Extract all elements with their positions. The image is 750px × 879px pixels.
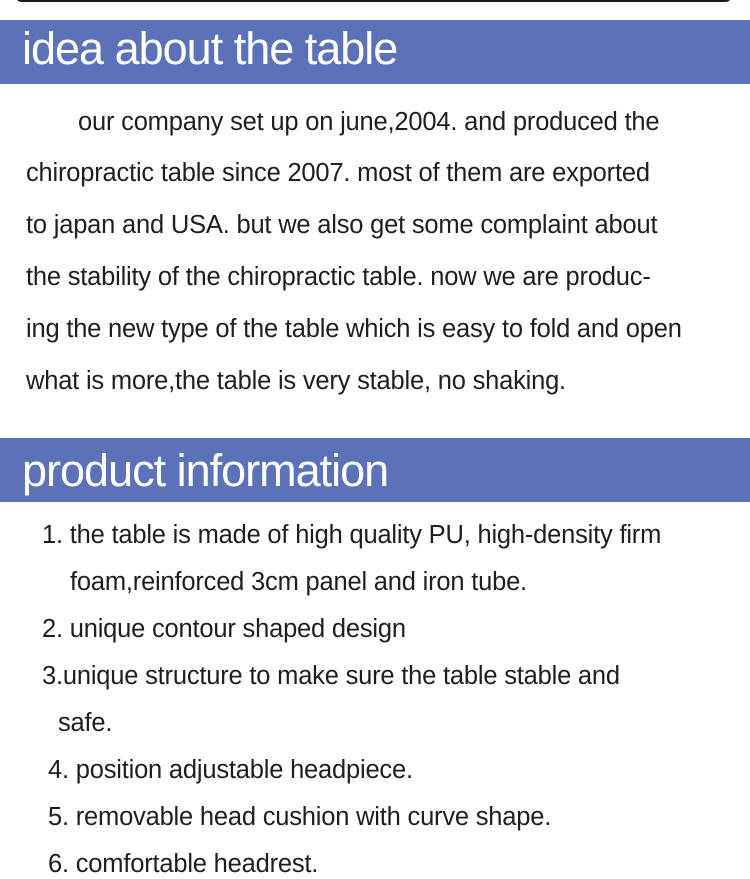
- idea-line-5: ing the new type of the table which is easy to fold and open: [26, 315, 682, 343]
- idea-section-header: [0, 20, 750, 84]
- feature-item-5: 5. removable head cushion with curve shape.: [48, 803, 552, 831]
- feature-item-6: 6. comfortable headrest.: [48, 850, 319, 878]
- idea-line-6: what is more,the table is very stable, no shaking.: [26, 367, 566, 395]
- idea-line-1: our company set up on june,2004. and produced the: [78, 108, 660, 136]
- feature-item-1: 1. the table is made of high quality PU, high-density firm: [42, 521, 662, 549]
- feature-item-3-continued: safe.: [58, 709, 113, 737]
- idea-section-title: idea about the table: [22, 23, 398, 74]
- feature-item-1-continued: foam,reinforced 3cm panel and iron tube.: [70, 568, 527, 596]
- feature-item-2: 2. unique contour shaped design: [42, 615, 406, 643]
- feature-item-4: 4. position adjustable headpiece.: [48, 756, 413, 784]
- idea-line-4: the stability of the chiropractic table. now we are produc-: [26, 263, 651, 291]
- top-frame-border: [16, 0, 731, 2]
- product-section-title: product information: [22, 445, 389, 496]
- idea-line-3: to japan and USA. but we also get some complaint about: [26, 211, 658, 239]
- feature-item-3: 3.unique structure to make sure the table stable and: [42, 662, 620, 690]
- idea-line-2: chiropractic table since 2007. most of them are exported: [26, 159, 650, 187]
- product-section-header: [0, 438, 750, 502]
